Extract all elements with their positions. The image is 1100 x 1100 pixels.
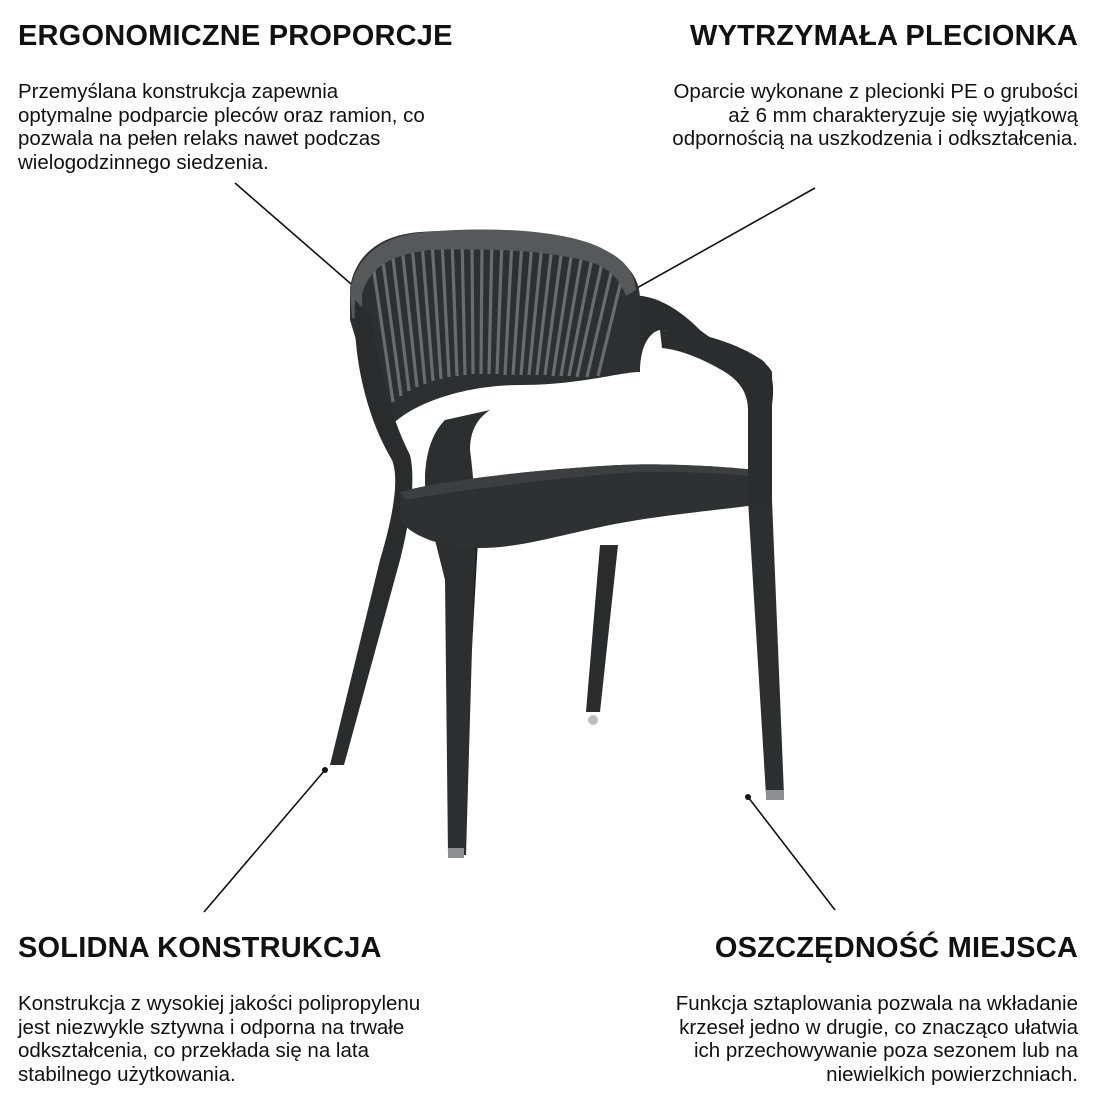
callout-line-weave xyxy=(628,188,815,293)
feature-construction-line: Konstrukcja z wysokiej jakości polipropylenu xyxy=(18,992,421,1015)
feature-ergonomic-line: optymalne podparcie pleców oraz ramion, co xyxy=(18,103,425,127)
feature-ergonomic-line: Przemyślana konstrukcja zapewnia xyxy=(18,80,339,103)
feature-stacking-line: niewielkich powierzchniach. xyxy=(826,1062,1078,1086)
callout-line-construction xyxy=(204,770,325,912)
feature-ergonomic xyxy=(18,18,538,174)
feature-stacking-title: OSZCZĘDNOŚĆ MIEJSCA xyxy=(714,932,1078,964)
feature-ergonomic-line: wielogodzinnego siedzenia. xyxy=(18,150,269,174)
feature-weave-description xyxy=(558,80,1078,151)
feature-construction-title: SOLIDNA KONSTRUKCJA xyxy=(18,932,382,964)
feature-stacking-description xyxy=(558,992,1078,1086)
feature-weave-title: WYTRZYMAŁA PLECIONKA xyxy=(690,20,1078,52)
feature-weave-line: aż 6 mm charakteryzuje się wyjątkową xyxy=(728,103,1078,127)
feature-construction-line: jest niezwykle sztywna i odporna na trwałe xyxy=(18,1015,405,1039)
callout-dot-stacking xyxy=(745,794,751,800)
feature-stacking-line: krzeseł jedno w drugie, co znacząco ułatwia xyxy=(679,1015,1078,1039)
callout-line-stacking xyxy=(748,797,835,910)
feature-ergonomic-title: ERGONOMICZNE PROPORCJE xyxy=(18,20,453,52)
feature-weave-line: odpornością na uszkodzenia i odkształcenia. xyxy=(672,127,1078,150)
feature-construction-line: odkształcenia, co przekłada się na lata xyxy=(18,1039,369,1062)
feature-stacking-line: ich przechowywanie poza sezonem lub na xyxy=(693,1039,1078,1062)
feature-construction-line: stabilnego użytkowania. xyxy=(18,1062,236,1086)
chair-front-left-leg xyxy=(425,410,490,855)
feature-stacking-line: Funkcja sztaplowania pozwala na wkładanie xyxy=(675,992,1078,1015)
feature-weave xyxy=(558,18,1078,151)
feature-weave-line: Oparcie wykonane z plecionki PE o grubości xyxy=(673,80,1078,103)
feature-ergonomic-description xyxy=(18,80,538,174)
chair-back-right-leg xyxy=(586,545,618,712)
feature-construction xyxy=(18,930,538,1086)
feature-stacking xyxy=(558,930,1078,1086)
callout-dot-construction xyxy=(322,767,328,773)
callout-line-ergonomic xyxy=(235,183,358,290)
feature-ergonomic-line: pozwala na pełen relaks nawet podczas xyxy=(18,127,381,150)
chair xyxy=(330,229,784,858)
chair-right-armrest xyxy=(660,330,773,470)
chair-front-right-leg xyxy=(748,500,784,795)
feature-construction-description xyxy=(18,992,538,1086)
